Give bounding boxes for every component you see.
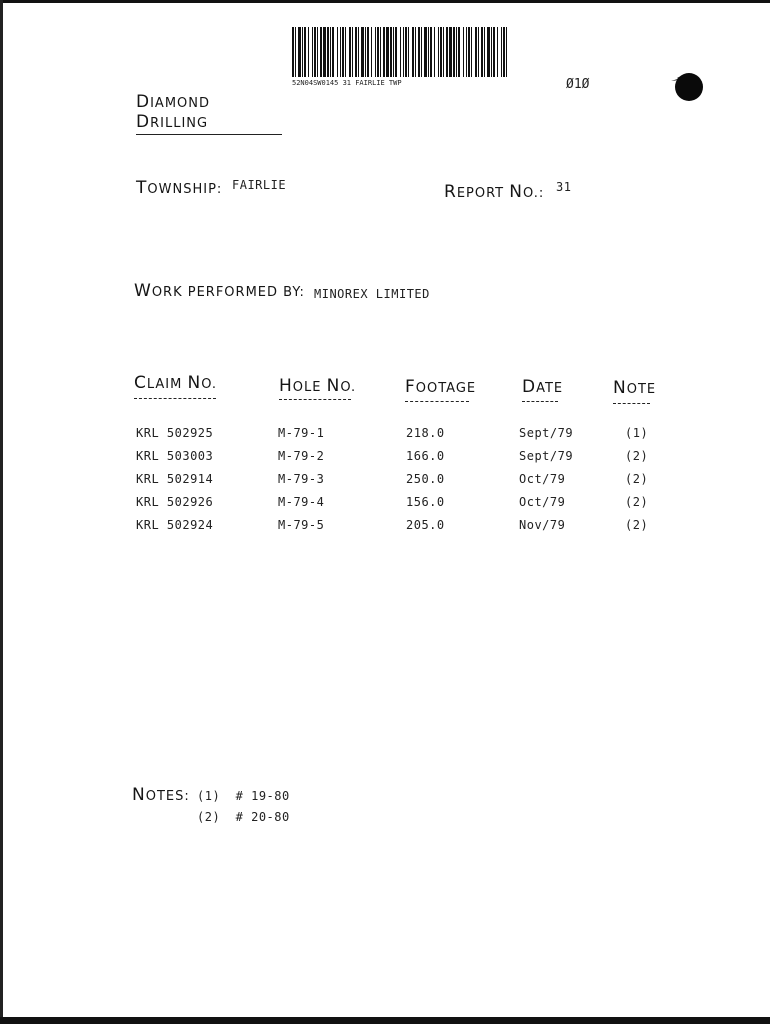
- note-item: [197, 810, 290, 824]
- barcode-bar: [298, 27, 301, 77]
- barcode-bar: [456, 27, 457, 77]
- barcode-bar: [415, 27, 416, 77]
- barcode-bar: [312, 27, 313, 77]
- barcode-bar: [375, 27, 376, 77]
- barcode: [292, 27, 509, 77]
- barcode-bar: [446, 27, 448, 77]
- cell-hole-no: M-79-1: [278, 426, 325, 440]
- report-no-label: REPORT NO.:: [444, 182, 545, 202]
- barcode-bar: [475, 27, 477, 77]
- barcode-bar: [424, 27, 427, 77]
- barcode-bar: [352, 27, 353, 77]
- barcode-bar: [295, 27, 296, 77]
- barcode-bar: [332, 27, 334, 77]
- file-stamp: Ø1Ø: [566, 77, 590, 92]
- barcode-bar: [503, 27, 505, 77]
- cell-date: Nov/79: [519, 518, 566, 532]
- barcode-bar: [323, 27, 326, 77]
- barcode-bar: [345, 27, 346, 77]
- scan-border-bottom: [0, 1017, 770, 1024]
- barcode-bar: [466, 27, 467, 77]
- work-performed-label: WORK PERFORMED BY:: [134, 281, 305, 301]
- col-header-note: NOTE: [613, 378, 657, 398]
- barcode-bar: [497, 27, 498, 77]
- col-header-hole-no: HOLE NO.: [279, 376, 357, 396]
- barcode-bar: [304, 27, 306, 77]
- barcode-bar: [458, 27, 460, 77]
- barcode-bar: [471, 27, 472, 77]
- barcode-bar: [358, 27, 359, 77]
- col-header-underline: [279, 399, 351, 400]
- barcode-bar: [449, 27, 452, 77]
- cell-hole-no: M-79-4: [278, 495, 325, 509]
- barcode-bar: [377, 27, 379, 77]
- barcode-bar: [367, 27, 369, 77]
- col-header-underline: [405, 401, 469, 402]
- barcode-bar: [443, 27, 444, 77]
- cell-claim-no: KRL 502926: [136, 495, 214, 509]
- notes-label: NOTES:: [132, 785, 190, 805]
- note-value: # 19-80: [235, 789, 290, 803]
- cell-footage: 166.0: [406, 449, 445, 463]
- barcode-bar: [292, 27, 294, 77]
- work-performed-value: MINOREX LIMITED: [314, 287, 430, 301]
- cell-footage: 156.0: [406, 495, 445, 509]
- barcode-bar: [418, 27, 420, 77]
- barcode-bar: [453, 27, 455, 77]
- barcode-bar: [405, 27, 407, 77]
- cell-claim-no: KRL 503003: [136, 449, 214, 463]
- barcode-bar: [340, 27, 341, 77]
- cell-claim-no: KRL 502925: [136, 426, 214, 440]
- barcode-bar: [314, 27, 316, 77]
- barcode-bar: [493, 27, 495, 77]
- cell-date: Oct/79: [519, 495, 566, 509]
- barcode-bar: [430, 27, 432, 77]
- barcode-bar: [400, 27, 401, 77]
- page-title: DIAMOND DRILLING: [136, 92, 282, 135]
- barcode-bar: [395, 27, 397, 77]
- cell-claim-no: KRL 502924: [136, 518, 214, 532]
- cell-hole-no: M-79-2: [278, 449, 325, 463]
- barcode-bar: [506, 27, 507, 77]
- scan-border-top: [0, 0, 770, 3]
- cell-footage: 250.0: [406, 472, 445, 486]
- barcode-bar: [491, 27, 492, 77]
- cell-footage: 218.0: [406, 426, 445, 440]
- col-header-underline: [134, 398, 216, 399]
- cell-hole-no: M-79-5: [278, 518, 325, 532]
- cell-note: (2): [625, 495, 649, 509]
- col-header-underline: [522, 401, 558, 402]
- barcode-bar: [383, 27, 385, 77]
- barcode-bar: [371, 27, 372, 77]
- cell-claim-no: KRL 502914: [136, 472, 214, 486]
- cell-date: Sept/79: [519, 449, 574, 463]
- cell-note: (2): [625, 518, 649, 532]
- barcode-bar: [434, 27, 435, 77]
- barcode-bar: [327, 27, 329, 77]
- barcode-text: 52N04SW0145 31 FAIRLIE TWP: [292, 79, 402, 87]
- barcode-bar: [468, 27, 470, 77]
- note-number: (2): [197, 810, 221, 824]
- note-number: (1): [197, 789, 221, 803]
- ink-blot-mark: [671, 70, 707, 104]
- barcode-bar: [487, 27, 490, 77]
- col-header-date: DATE: [522, 377, 564, 397]
- col-header-claim-no: CLAIM NO.: [134, 373, 218, 393]
- col-header-footage: FOOTAGE: [405, 377, 477, 397]
- barcode-bar: [342, 27, 344, 77]
- col-header-underline: [613, 403, 650, 404]
- township-label: TOWNSHIP:: [136, 178, 223, 198]
- cell-date: Sept/79: [519, 426, 574, 440]
- cell-note: (2): [625, 472, 649, 486]
- note-item: [197, 789, 290, 803]
- table-row: [0, 472, 770, 492]
- barcode-bar: [428, 27, 429, 77]
- cell-date: Oct/79: [519, 472, 566, 486]
- table-row: [0, 449, 770, 469]
- barcode-bar: [380, 27, 381, 77]
- barcode-bar: [355, 27, 357, 77]
- barcode-bar: [361, 27, 364, 77]
- barcode-bar: [386, 27, 389, 77]
- table-row: [0, 495, 770, 515]
- barcode-bar: [438, 27, 439, 77]
- barcode-bar: [478, 27, 479, 77]
- barcode-bar: [440, 27, 442, 77]
- barcode-bar: [365, 27, 366, 77]
- barcode-bar: [481, 27, 483, 77]
- report-no-value: 31: [556, 180, 572, 194]
- note-value: # 20-80: [235, 810, 290, 824]
- barcode-bar: [403, 27, 404, 77]
- table-row: [0, 426, 770, 446]
- barcode-bar: [308, 27, 309, 77]
- barcode-bar: [337, 27, 338, 77]
- barcode-bar: [317, 27, 318, 77]
- barcode-bar: [349, 27, 351, 77]
- barcode-bar: [501, 27, 502, 77]
- barcode-bar: [320, 27, 322, 77]
- barcode-bar: [390, 27, 392, 77]
- barcode-bar: [421, 27, 422, 77]
- barcode-bar: [412, 27, 414, 77]
- cell-hole-no: M-79-3: [278, 472, 325, 486]
- barcode-bar: [393, 27, 394, 77]
- barcode-bar: [463, 27, 464, 77]
- cell-footage: 205.0: [406, 518, 445, 532]
- barcode-bar: [408, 27, 409, 77]
- table-row: [0, 518, 770, 538]
- barcode-bar: [330, 27, 331, 77]
- barcode-bar: [484, 27, 485, 77]
- township-value: FAIRLIE: [232, 178, 287, 192]
- cell-note: (2): [625, 449, 649, 463]
- barcode-bar: [302, 27, 303, 77]
- cell-note: (1): [625, 426, 649, 440]
